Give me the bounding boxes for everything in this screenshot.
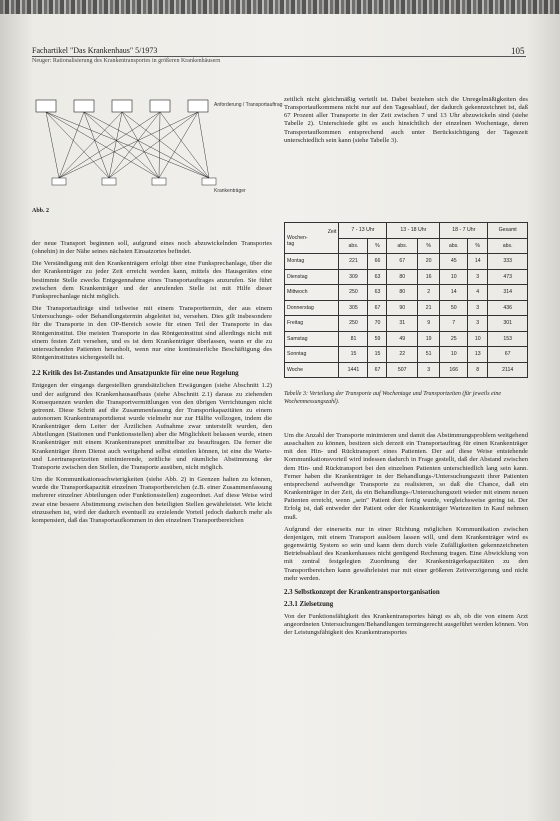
paragraph: Aufgrund der einerseits nur in einer Richtung möglichen Kommunikation zwischen denjenigen, mit einem Transport auslösen lassen will, und dem Krankenträger wird es gegenwärtig System so sein und kann dem durch viele Zufälligkeiten gekennzeichneten Betriebsablauf des Krankenhauses nicht genügend Rechnung tragen. Eine Abwicklung von mit zentral festgelegten Zuordnung der Krankenträgerkapazitäten zu den Transportbereichen kann gewährleistet nur mit einer größeren Zeitverzögerung und nicht mehr werden.	[284, 525, 528, 582]
table-cell: 333	[488, 254, 528, 270]
table-cell: 1441	[339, 362, 368, 378]
connection-line	[84, 112, 109, 178]
table-cell: 50	[440, 300, 468, 316]
connection-line	[159, 112, 198, 178]
table-row-label: Sonntag	[285, 347, 339, 363]
request-node	[150, 100, 170, 112]
table-cell: 301	[488, 316, 528, 332]
table-row	[285, 254, 528, 270]
table-subheader: %	[418, 238, 440, 254]
table-cell: 15	[368, 347, 387, 363]
table-subheader: %	[368, 238, 387, 254]
section-heading: 2.2 Kritik des Ist-Zustandes und Ansatzpunkte für eine neue Regelung	[32, 370, 239, 378]
table-cell: 21	[418, 300, 440, 316]
table-subheader: abs.	[440, 238, 468, 254]
table-cell: 153	[488, 331, 528, 347]
table-cell: 70	[368, 316, 387, 332]
table-cell: 59	[368, 331, 387, 347]
table-row-label: Dienstag	[285, 269, 339, 285]
table-row-label: Woche	[285, 362, 339, 378]
table-cell: 13	[468, 347, 488, 363]
table-row	[285, 316, 528, 332]
table-row	[285, 362, 528, 378]
table-subheader: %	[468, 238, 488, 254]
table-cell: 2	[418, 285, 440, 301]
table-cell: 221	[339, 254, 368, 270]
table-cell: 80	[387, 269, 418, 285]
table-row-label: Mittwoch	[285, 285, 339, 301]
table-group-header: Gesamt	[488, 223, 528, 239]
transport-table	[284, 222, 528, 378]
table-row	[285, 347, 528, 363]
table-caption: Tabelle 3: Verteilung der Transporte auf Wochentage und Transportzeiten (für jeweils eine Wochenmessungszahl).	[284, 391, 502, 405]
carrier-node	[152, 178, 166, 185]
request-node	[188, 100, 208, 112]
running-header: Fachartikel "Das Krankenhaus" 5/1973	[32, 46, 158, 55]
table-cell: 19	[418, 331, 440, 347]
table-cell: 10	[440, 269, 468, 285]
table-row	[285, 300, 528, 316]
table-cell: 7	[440, 316, 468, 332]
connection-lines	[46, 112, 209, 178]
table-cell: 80	[387, 285, 418, 301]
table-cell: 63	[368, 269, 387, 285]
top-legend: Anforderung / Transportauftrag	[214, 102, 283, 108]
table-row-label: Freitag	[285, 316, 339, 332]
table-cell: 20	[418, 254, 440, 270]
request-node	[36, 100, 56, 112]
request-node	[112, 100, 132, 112]
carrier-node	[102, 178, 116, 185]
table-cell: 63	[368, 285, 387, 301]
table-cell: 31	[387, 316, 418, 332]
table-row	[285, 331, 528, 347]
paragraph: Die Verständigung mit den Krankenträgern erfolgt über eine Funksprechanlage, über die der Krankenträger zu jeder Zeit erreicht werden kann, mittels des Hausgerätes eine bestimmte Stelle zwecks Entgegennahme eines Transportauftrages anzurufen. Sie führt zwischen dem Krankenträger und der anrufenden Stelle ist mit Hilfe dieser Funksprechanlage nicht möglich.	[32, 260, 272, 300]
paragraph: Entgegen der eingangs dargestellten grundsätzlichen Erwägungen (siehe Abschnitt 1.2) und der aufgrund des Krankenhausaufbaus (siehe Abschnitt 2.1) daraus zu ziehenden Konsequenzen wurden die Transportvermittlungen von den übrigen Verrichtungen nicht getrennt. Diese Schritt auf die Zusammenfassung der Transportkapazitäten zu einem autonomen Krankentransportdienst wurde vielmehr nur zur Hälfte vollzogen, indem die Krankenträger dem Leiter der Ärztlichen Aufnahme zwar unterstellt wurden, den Abteilungen (Stationen und Funktionsstellen) aber die Möglichkeit belassen wurde, einen Krankenträger mit einem Krankentransport unmittelbar zu beauftragen. Da ferner die Krankenträger ihren Dienst auch weitgehend selbst einteilen können, ist eine die Warte- und Leertransportzeiten minimierende, zeitliche und räumliche Abstimmung der Transporte zwischen den Stellen, die Transporte ausüben, nicht möglich.	[32, 382, 272, 471]
paragraph: Um die Anzahl der Transporte minimieren und damit das Abstimmungsproblem weitgehend ausschalten zu können, besitzen sich derzeit ein Transportauftrag für einen Krankenträger mit den Hin- und Rücktransport eines Patienten. Der auf diese Weise entstehende Kommunikationsvorteil wird indessen dadurch in Frage gestellt, daß der Abstand zwischen dem Hin- und Rücktransport bei den einzelnen Patienten unterschiedlich lang sein kann. Ferner haben die Krankenträger in der Behandlungs-/Untersuchungszeit ihrer Patienten entsprechend aufwendige Transporte zu realisieren, so daß die Chance, daß ein Krankenträger in der Zeit, da ein Behandlungs-/Untersuchungszeit wieder mit einem neuen Patienten erreicht, wenn „sein" Patient dort fertig wurde, vergleichsweise gering ist. Der Erfolg ist, daß entweder der Patient oder der Krankenträger Wartezeiten in Kauf nehmen muß.	[284, 432, 528, 521]
table-cell: 314	[488, 285, 528, 301]
communication-diagram	[32, 96, 283, 221]
table-cell: 66	[368, 254, 387, 270]
table-cell: 90	[387, 300, 418, 316]
page-number: 105	[511, 46, 525, 56]
connection-line	[59, 112, 198, 178]
table-cell: 67	[387, 254, 418, 270]
table-cell: 49	[387, 331, 418, 347]
table-row-label: Donnerstag	[285, 300, 339, 316]
table-cell: 67	[488, 347, 528, 363]
table-group-header: 18 - 7 Uhr	[440, 223, 488, 239]
request-nodes	[36, 100, 208, 112]
table-cell: 250	[339, 316, 368, 332]
figure-label: Abb. 2	[32, 208, 50, 214]
table-row	[285, 285, 528, 301]
table-cell: 309	[339, 269, 368, 285]
table-cell: 9	[418, 316, 440, 332]
table-cell: 166	[440, 362, 468, 378]
table-subheader: abs.	[339, 238, 368, 254]
table-cell: 10	[440, 347, 468, 363]
connection-line	[46, 112, 59, 178]
table-cell: 3	[468, 269, 488, 285]
table-cell: 305	[339, 300, 368, 316]
connection-line	[46, 112, 109, 178]
paragraph: der neue Transport beginnen soll, aufgrund eines noch abzuwickelnden Transportes (ohnehin) in der Nähe seines nächsten Einsatzortes befindet.	[32, 240, 272, 256]
subsection-heading: 2.3.1 Zielsetzung	[284, 600, 334, 608]
bottom-legend: Krankenträger	[214, 188, 246, 194]
connection-line	[84, 112, 159, 178]
paragraph: Von der Funktionsfähigkeit des Krankentransportes hängt es ab, ob die von einem Arzt angeordneten Untersuchungen/Behandlungen termingerecht ausgeführt werden können. Von der Leistungsfähigkeit des Krankentransportes	[284, 613, 528, 637]
section-heading: 2.3 Selbstkonzept der Krankentransportorganisation	[284, 588, 440, 596]
table-row-label: Montag	[285, 254, 339, 270]
table-row-label: Samstag	[285, 331, 339, 347]
table-cell: 81	[339, 331, 368, 347]
table-group-header: 7 - 13 Uhr	[339, 223, 387, 239]
connection-line	[59, 112, 160, 178]
carrier-node	[52, 178, 66, 185]
table-cell: 22	[387, 347, 418, 363]
table-cell: 3	[468, 300, 488, 316]
table-cell: 45	[440, 254, 468, 270]
table-cell: 10	[468, 331, 488, 347]
connection-line	[198, 112, 209, 178]
table-cell: 25	[440, 331, 468, 347]
table-cell: 67	[368, 300, 387, 316]
table-cell: 67	[368, 362, 387, 378]
table-cell: 51	[418, 347, 440, 363]
paragraph: Um die Kommunikationsschwierigkeiten (siehe Abb. 2) in Grenzen halten zu können, wurde die Transportkapazität einzelnen Transportbereichen (z.B. einer Zusammenfassung mehrerer einzelner Abteilungen oder Funktionsstellen) zugeordnet. Auf diese Weise wird zwar eine bessere Abstimmung zwischen den beteiligten Stellen gewährleistet. Wie leicht einzusehen ist, wird der dadurch eventuell zu erzielende Vorteil jedoch dadurch mehr als kompensiert, daß das Transportaufkommen in den einzelnen Transportbereichen	[32, 476, 272, 524]
table-cell: 3	[418, 362, 440, 378]
table-cell: 14	[440, 285, 468, 301]
right-column-top	[284, 96, 528, 149]
table-cell: 14	[468, 254, 488, 270]
connection-line	[59, 112, 122, 178]
connection-line	[159, 112, 160, 178]
table-row	[285, 269, 528, 285]
table-cell: 2114	[488, 362, 528, 378]
table-group-header: 13 - 18 Uhr	[387, 223, 440, 239]
scan-edge	[0, 0, 560, 14]
connection-line	[109, 112, 160, 178]
table-cell: 3	[468, 316, 488, 332]
table-cell: 250	[339, 285, 368, 301]
table-cell: 436	[488, 300, 528, 316]
carrier-nodes	[52, 178, 216, 185]
paragraph: Die Transportaufträge sind teilweise mit einem Transporttermin, der aus einem Untersuchungs- oder Behandlungstermin abgeleitet ist, versehen. Dies gilt insbesondere für die Transporte in den OP-Bereich sowie für einen Teil der Transporte in das Röntgeninstitut. Die meisten Transporte in das Röntgeninstitut sind allerdings nicht mit einem festen Zeit versehen, und es ist dem Krankenträger überlassen, wann er die zu untersuchenden Patienten heranholt, wenn nur eine kontinuierliche Beschäftigung des Röntgeninstitutes sichergestellt ist.	[32, 305, 272, 362]
left-column	[32, 240, 272, 529]
table-subheader: abs.	[488, 238, 528, 254]
header-rule	[32, 56, 526, 57]
connection-line	[122, 112, 209, 178]
right-column-bottom	[284, 432, 528, 642]
table-cell: 507	[387, 362, 418, 378]
table-cell: 8	[468, 362, 488, 378]
table-cell: 4	[468, 285, 488, 301]
table-cell: 473	[488, 269, 528, 285]
table-corner: Zeit Wochen- tag	[285, 223, 339, 254]
running-subheader: Neuger: Rationalisierung des Krankentransportes in größeren Krankenhäusern	[32, 58, 221, 64]
paragraph: zeitlich nicht gleichmäßig verteilt ist. Dabei beziehen sich die Unregelmäßigkeiten des Transportaufkommens nicht nur auf den Tagesablauf, der dadurch gekennzeichnet ist, daß 67 Prozent aller Transporte in der Zeit zwischen 7 und 13 Uhr abzuwickeln sind (siehe Tabelle 2). Unterschiede gibt es auch hinsichtlich der einzelnen Wochentage, deren Transportaufkommen entsprechend auch unter Berücksichtigung der Tageszeit unterschiedlich sein kann (siehe Tabelle 3).	[284, 96, 528, 144]
table-cell: 15	[339, 347, 368, 363]
connection-line	[109, 112, 122, 178]
table-subheader: abs.	[387, 238, 418, 254]
carrier-node	[202, 178, 216, 185]
request-node	[74, 100, 94, 112]
table-cell: 16	[418, 269, 440, 285]
